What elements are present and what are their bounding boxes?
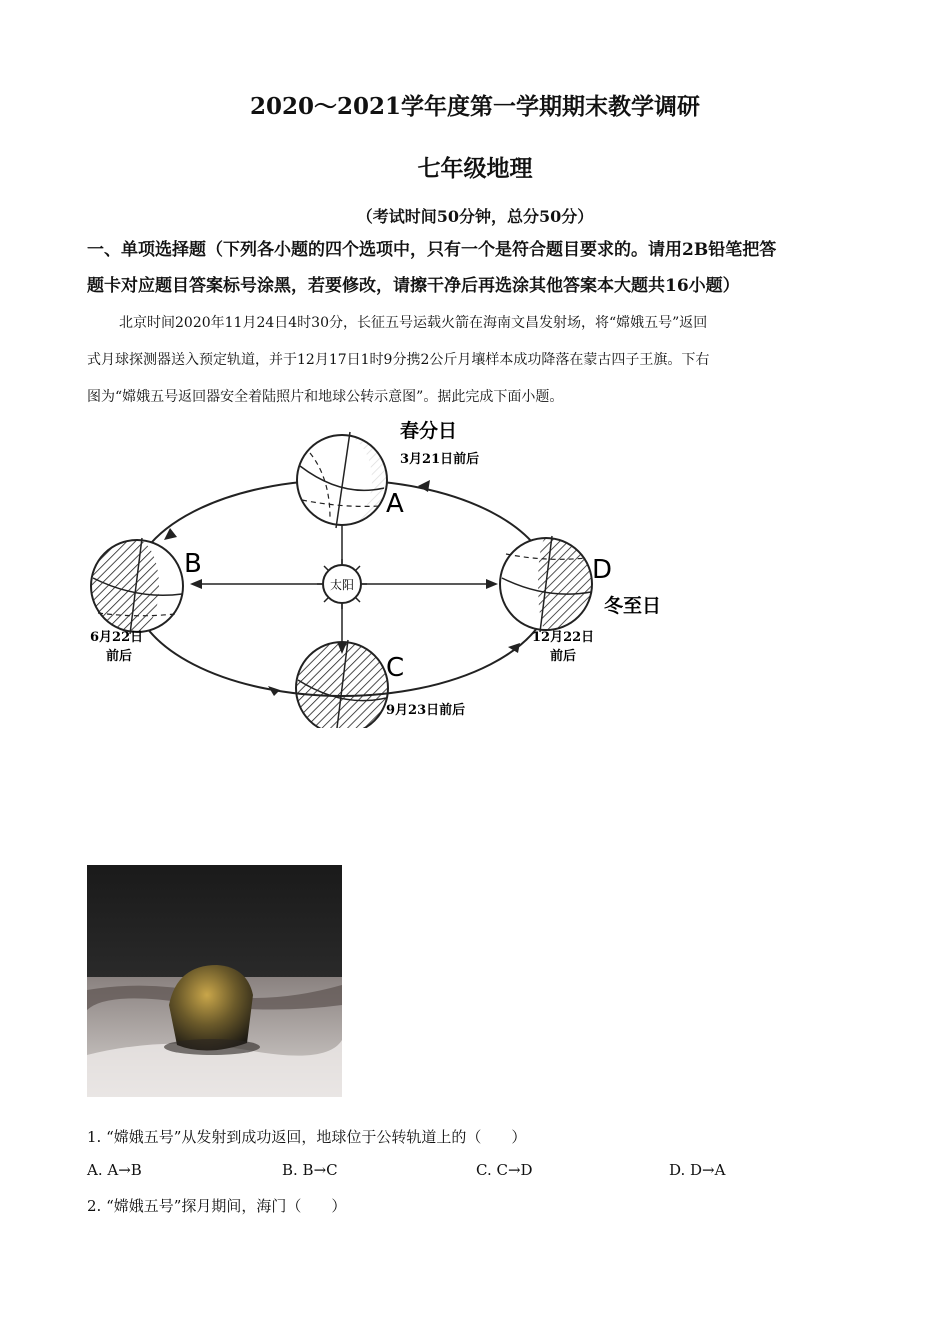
- earth-d: [500, 536, 592, 632]
- point-b: B: [184, 549, 202, 579]
- earth-a: [297, 432, 387, 528]
- point-c: C: [386, 653, 405, 683]
- earth-revolution-diagram: [80, 418, 680, 728]
- date-b-1: 6月22日: [90, 630, 144, 645]
- question-1-option-c[interactable]: C. C→D: [476, 1161, 533, 1179]
- subject-title: 七年级地理: [417, 155, 533, 182]
- orbit-arrow-c-d: [508, 643, 520, 653]
- earth-b: [91, 538, 183, 634]
- question-1-option-a[interactable]: A. A→B: [87, 1161, 142, 1179]
- question-1-option-d[interactable]: D. D→A: [669, 1161, 726, 1179]
- date-b-2: 前后: [106, 649, 133, 664]
- passage-line3: 图为“嫦娥五号返回器安全着陆照片和地球公转示意图”。据此完成下面小题。: [87, 389, 564, 405]
- section-heading-line1: 一、单项选择题（下列各小题的四个选项中，只有一个是符合题目要求的。请用2B铅笔把答: [87, 240, 777, 260]
- orbit-arrow-d-a: [418, 480, 430, 492]
- passage-line1: 北京时间2020年11月24日4时30分，长征五号运载火箭在海南文昌发射场，将“嫦娥五号”返回: [119, 315, 708, 331]
- exam-title: 2020～2021学年度第一学期期末教学调研: [249, 93, 701, 120]
- earth-c: [296, 640, 388, 728]
- date-d-2: 前后: [550, 649, 577, 664]
- exam-info: （考试时间50分钟，总分50分）: [356, 207, 594, 226]
- question-1-stem: 1. “嫦娥五号”从发射到成功返回，地球位于公转轨道上的（ ）: [87, 1128, 527, 1146]
- landing-photo: [87, 865, 342, 1097]
- winter-solstice-label: 冬至日: [604, 595, 662, 617]
- sun-label: 太阳: [329, 578, 355, 592]
- passage-line2: 式月球探测器送入预定轨道，并于12月17日1时9分携2公斤月壤样本成功降落在蒙古四子王旗。下右: [87, 352, 710, 368]
- date-a: 3月21日前后: [400, 452, 480, 467]
- spring-equinox-label: 春分日: [400, 420, 458, 442]
- question-2-stem: 2. “嫦娥五号”探月期间，海门（ ）: [87, 1197, 347, 1215]
- section-heading-line2: 题卡对应题目答案标号涂黑，若要修改，请擦干净后再选涂其他答案本大题共16小题）: [87, 276, 740, 296]
- point-d: D: [592, 555, 613, 585]
- orbit-arrow-b-c: [268, 686, 280, 696]
- question-1-option-b[interactable]: B. B→C: [282, 1161, 338, 1179]
- point-a: A: [386, 489, 404, 519]
- date-d-1: 12月22日: [532, 630, 595, 645]
- date-c: 9月23日前后: [386, 703, 466, 718]
